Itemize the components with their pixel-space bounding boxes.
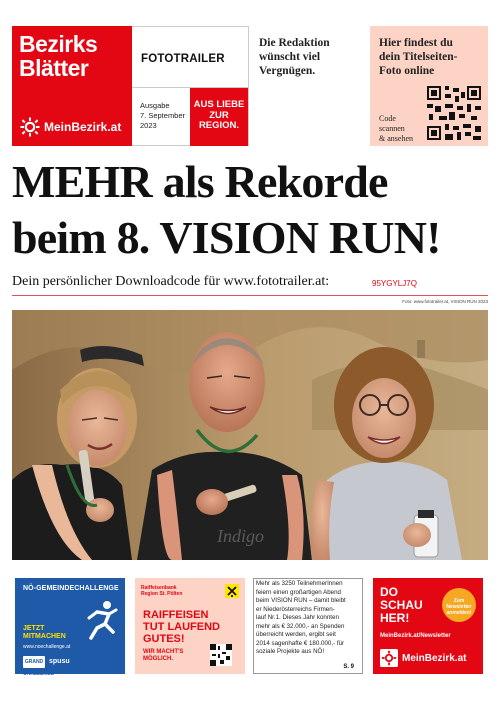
- region-tagline: [190, 88, 248, 146]
- teaser-line: feiern einen großartigen Abend: [256, 588, 341, 596]
- raiffeisen-headline-3: GUTES!: [143, 633, 185, 645]
- issue-info: [140, 101, 185, 131]
- meinbezirk-brand-text: MeinBezirk.at: [44, 120, 122, 134]
- cover-link-line1: Hier findest du: [379, 37, 453, 49]
- bank-line2: Region St. Pölten: [141, 591, 183, 597]
- newsletter-brand-text: MeinBezirk.at: [402, 652, 467, 664]
- edition-box: [132, 26, 249, 146]
- scan-line3: & ansehen: [379, 134, 413, 143]
- masthead-title: [19, 32, 97, 80]
- teaser-line: Mehr als 3250 TeilnehmerInnen: [256, 580, 343, 587]
- raiffeisen-header: [141, 584, 239, 598]
- tagline-line2: ZUR: [209, 109, 229, 121]
- masthead-title-line1: Bezirks: [19, 31, 98, 57]
- masthead-logo[interactable]: [12, 26, 132, 146]
- scan-line1: Code: [379, 114, 396, 123]
- raiffeisen-headline: [143, 609, 220, 645]
- sponsor-logo-1: GRAND CHALLENGE: [23, 656, 45, 668]
- raiffeisen-qr-icon[interactable]: [210, 644, 232, 666]
- cover-link-line2: dein Titelseiten-: [379, 51, 458, 63]
- newsletter-url[interactable]: MeinBezirk.at/Newsletter: [380, 633, 451, 639]
- raiffeisen-headline-1: RAIFFEISEN: [143, 609, 209, 621]
- teaser-line: beim VISION RUN – damit bleibt: [256, 597, 346, 604]
- issue-date: 7. September: [140, 111, 186, 120]
- newsletter-line2: SCHAU: [380, 598, 423, 612]
- headline-line2: beim 8. VISION RUN!: [12, 212, 441, 263]
- page-reference[interactable]: S. 9: [343, 664, 354, 670]
- meinbezirk-brand: [20, 117, 121, 137]
- meinbezirk-logo-icon: [380, 649, 398, 667]
- editorial-line1: Die Redaktion: [259, 37, 330, 49]
- scan-instruction: [379, 114, 413, 144]
- teaser-line: soziale Projekte aus NÖ!: [256, 648, 325, 655]
- teaser-line: lauf Nr.1. Dieses Jahr konnten: [256, 614, 339, 621]
- raiffeisen-bank-name: [141, 585, 182, 597]
- newsletter-brand: [380, 649, 466, 667]
- article-teaser-text: [256, 580, 362, 657]
- ad-newsletter[interactable]: [373, 578, 483, 674]
- teaser-line: er Niederösterreichs Firmen-: [256, 605, 335, 613]
- raiffeisen-headline-2: TUT LAUFEND: [143, 621, 220, 633]
- ad-noe-challenge[interactable]: [15, 578, 125, 677]
- scan-line2: scannen: [379, 124, 405, 133]
- slogan-line2: MÖGLICH.: [143, 656, 173, 662]
- qr-code-icon[interactable]: [427, 86, 481, 140]
- newsletter-signup-badge[interactable]: [442, 588, 476, 622]
- article-teaser[interactable]: [253, 578, 363, 674]
- issue-year: 2023: [140, 121, 157, 130]
- cover-photo[interactable]: [12, 310, 488, 560]
- cover-link-text: [379, 36, 457, 78]
- tagline-line3: REGION.: [198, 120, 240, 131]
- badge-line2: Newsletter: [446, 604, 472, 610]
- ad-raiffeisen[interactable]: [135, 578, 245, 674]
- slogan-line1: WIR MACHT'S: [143, 649, 184, 655]
- fototrailer-label: FOTOTRAILER: [141, 53, 225, 65]
- badge-line3: anmelden!: [446, 610, 472, 616]
- masthead-header: [12, 26, 488, 146]
- runner-icon: [83, 600, 119, 640]
- download-code[interactable]: 95YGYLJ7Q: [372, 279, 417, 288]
- noe-challenge-title: NÖ-GEMEINDECHALLENGE: [23, 585, 119, 592]
- sponsor-logo-2: spusu: [49, 658, 70, 665]
- raiffeisen-logo-icon: [225, 584, 239, 598]
- cover-link-line3: Foto online: [379, 65, 435, 77]
- noe-cta-line1: JETZT: [23, 625, 45, 632]
- newsletter-headline: [380, 586, 423, 625]
- teaser-line: 2014 sagenhafte € 180.000,- für: [256, 639, 345, 647]
- download-code-label: Dein persönlicher Downloadcode für www.fototrailer.at:: [12, 274, 330, 289]
- headline-line1: MEHR als Rekorde: [12, 156, 388, 207]
- main-headline: [12, 154, 492, 266]
- editorial-greeting: [249, 26, 370, 146]
- editorial-text: [259, 36, 330, 78]
- shirt-print: Indigo: [217, 526, 264, 546]
- bank-line1: Raiffeisenbank: [141, 585, 177, 591]
- teaser-line: mehr als € 32.000,- an Spenden: [256, 622, 345, 630]
- editorial-line3: Vergnügen.: [259, 65, 316, 77]
- download-divider: [12, 295, 488, 296]
- photo-credit: Foto: www.fototrailer.at, VISION RUN 2023: [402, 299, 488, 304]
- noe-url[interactable]: www.noechallenge.at: [23, 644, 71, 650]
- raiffeisen-slogan: [143, 649, 183, 663]
- noe-cta: [23, 625, 66, 641]
- tagline-line1: AUS LIEBE: [193, 99, 245, 110]
- masthead-title-line2: Blätter: [19, 55, 89, 81]
- meinbezirk-logo-icon: [20, 117, 40, 137]
- editorial-line2: wünscht viel: [259, 51, 321, 63]
- newsletter-line1: DO: [380, 585, 398, 599]
- newsletter-line3: HER!: [380, 611, 410, 625]
- cover-photo-link-box: [370, 26, 488, 146]
- noe-cta-line2: MITMACHEN: [23, 633, 66, 640]
- issue-label: Ausgabe: [140, 101, 170, 110]
- teaser-line: überreicht werden, ergibt seit: [256, 631, 336, 638]
- badge-line1: Zum: [453, 598, 465, 604]
